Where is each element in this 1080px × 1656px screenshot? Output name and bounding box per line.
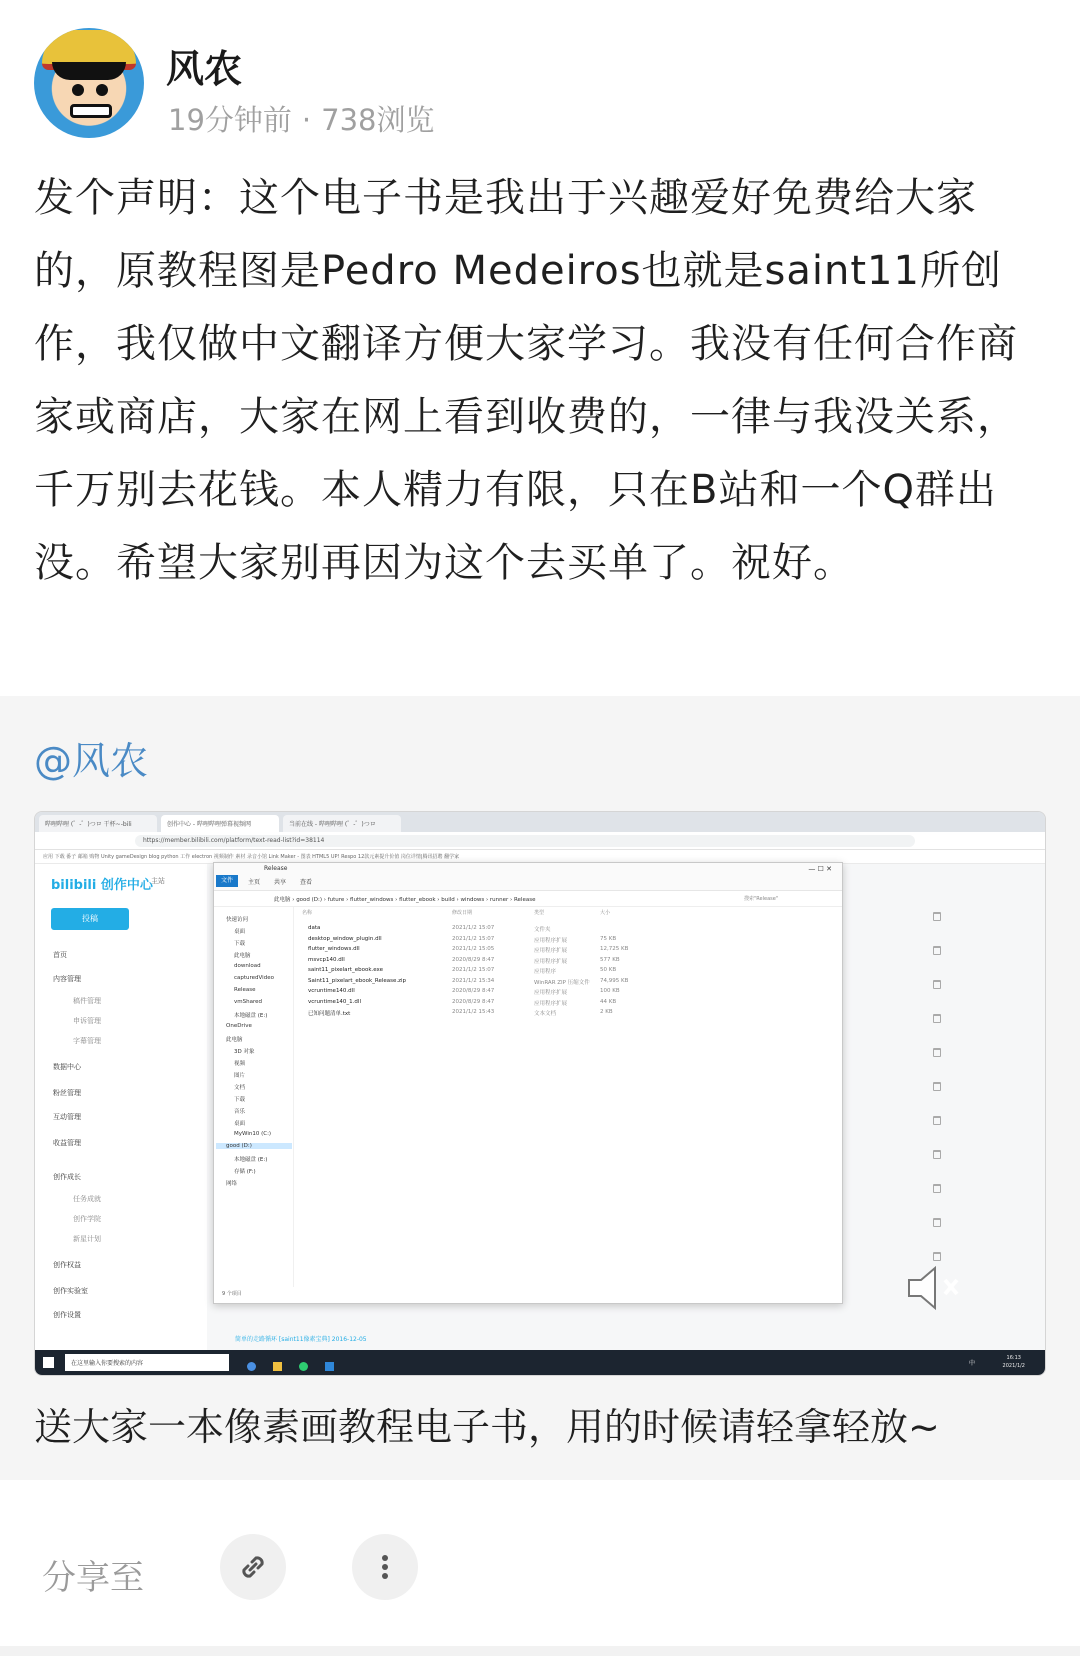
file-date: 2021/1/2 15:43 xyxy=(452,1009,495,1015)
ribbon-tab: 共享 xyxy=(274,879,287,886)
file-size: 50 KB xyxy=(600,967,617,973)
file-type: 应用程序扩展 xyxy=(534,958,568,965)
sidebar-item: 创作权益 xyxy=(53,1261,81,1269)
file-type: 文件夹 xyxy=(534,927,551,933)
post-body: 发个声明：这个电子书是我出于兴趣爱好免费给大家的，原教程图是Pedro Medeiros也就是saint11所创作，我仅做中文翻译方便大家学习。我没有任何合作商家或商店，大家在网上看到收费的，一律与我没关系，千万别去花钱。本人精力有限，只在B站和一个Q群出没。希望大家别再因为这个去买单了。祝好。 xyxy=(34,175,1018,586)
file-date: 2021/1/2 15:07 xyxy=(452,935,495,942)
bottom-divider xyxy=(0,1646,1080,1656)
nav-tree-item: 文档 xyxy=(234,1085,246,1091)
file-row xyxy=(300,988,640,998)
sidebar-item: 创作实验室 xyxy=(53,1287,88,1295)
sidebar-subitem: 字幕管理 xyxy=(73,1037,101,1045)
nav-tree-item: MyWin10 (C:) xyxy=(234,1131,272,1137)
column-header: 大小 xyxy=(600,910,611,916)
file-date: 2021/1/2 15:07 xyxy=(452,967,495,973)
file-name: data xyxy=(308,925,321,931)
nav-tree-item: good (D:) xyxy=(216,1143,292,1149)
share-label: 分享至 xyxy=(42,1558,144,1598)
copy-link-button[interactable] xyxy=(220,1534,286,1600)
browser-address-bar xyxy=(35,832,1045,850)
file-explorer-window xyxy=(213,862,843,1304)
nav-tree-item: 桌面 xyxy=(234,1121,246,1127)
nav-tree-item: vmShared xyxy=(234,999,262,1005)
trash-icon xyxy=(933,1252,941,1261)
sidebar-item: 创作设置 xyxy=(53,1311,81,1319)
clock-time: 16:13 xyxy=(1006,1355,1021,1361)
sidebar-subitem: 创作学院 xyxy=(73,1215,101,1223)
sidebar-subitem: 稿件管理 xyxy=(73,997,101,1005)
trash-icon xyxy=(933,1048,941,1057)
file-date: 2021/1/2 15:05 xyxy=(452,946,495,952)
view-count: 738浏览 xyxy=(321,103,435,137)
ribbon-tab: 查看 xyxy=(300,879,313,886)
trash-icon xyxy=(933,1184,941,1193)
explorer-nav-tree xyxy=(214,907,294,1287)
eye xyxy=(72,84,84,96)
url-field: https://member.bilibili.com/platform/text-read-list?id=38114 xyxy=(135,835,915,847)
file-row xyxy=(300,936,640,946)
article-list-item: 简单的走路循环 [saint11像素宝典] 2016-12-05 xyxy=(235,1336,367,1343)
nav-tree-item: 音乐 xyxy=(234,1109,246,1115)
eye xyxy=(96,84,108,96)
file-name: 已知问题清单.txt xyxy=(308,1011,351,1017)
home-link: 主站 xyxy=(151,877,165,885)
file-size: 2 KB xyxy=(600,1009,613,1015)
nav-tree-item: 存储 (F:) xyxy=(234,1169,256,1175)
nav-tree-item: 图片 xyxy=(234,1073,246,1079)
bookmarks-bar: 应用 下载 番子 邮箱 购物 Unity gameDesign blog python 工作 electron 视频制作 素材 录音小馆 Link Maker - 图表 HTML5 UP! Respo 12款元素提升价值 岗位详情|腾讯招聘 翻学家 xyxy=(35,850,1045,864)
bilibili-creator-page xyxy=(35,864,1045,1352)
trash-icon xyxy=(933,912,941,921)
meta-separator: · xyxy=(301,103,312,137)
file-name: vcruntime140_1.dll xyxy=(308,998,361,1005)
sidebar-subitem: 任务成就 xyxy=(73,1195,101,1203)
file-row xyxy=(300,999,640,1009)
window-title: Release xyxy=(264,865,288,872)
chrome-icon xyxy=(247,1362,256,1371)
file-row xyxy=(300,925,640,935)
trash-icon xyxy=(933,980,941,989)
sidebar-item: 数据中心 xyxy=(53,1063,81,1071)
file-type: 应用程序扩展 xyxy=(534,937,568,944)
avatar[interactable] xyxy=(34,28,144,138)
file-name: vcruntime140.dll xyxy=(308,988,355,994)
ribbon-tab: 文件 xyxy=(216,875,238,887)
file-type: 应用程序 xyxy=(534,969,557,975)
file-date: 2021/1/2 15:34 xyxy=(452,977,495,984)
file-date: 2020/8/29 8:47 xyxy=(452,988,495,994)
nav-tree-item: 桌面 xyxy=(234,929,246,935)
file-size: 74,995 KB xyxy=(600,977,629,984)
nav-tree-item: 快速访问 xyxy=(226,917,249,923)
file-type: 文本文档 xyxy=(534,1011,557,1017)
link-icon xyxy=(238,1552,268,1582)
nav-tree-item: 网络 xyxy=(226,1181,238,1187)
window-controls: — ☐ ✕ xyxy=(808,865,832,873)
file-row xyxy=(300,978,640,988)
sidebar-item: 互动管理 xyxy=(53,1113,81,1121)
more-vertical-icon xyxy=(370,1552,400,1582)
upload-button: 投稿 xyxy=(51,908,129,930)
explorer-status: 9 个项目 xyxy=(222,1291,242,1297)
post-header xyxy=(34,28,1034,140)
file-name: desktop_window_plugin.dll xyxy=(308,935,382,942)
more-button[interactable] xyxy=(352,1534,418,1600)
hair xyxy=(52,62,126,80)
file-type: 应用程序扩展 xyxy=(534,1000,568,1007)
file-size: 100 KB xyxy=(600,988,620,994)
taskbar-clock xyxy=(1003,1354,1025,1370)
file-name: Saint11_pixelart_ebook_Release.zip xyxy=(308,977,407,984)
windows-taskbar xyxy=(35,1350,1045,1375)
sidebar-item: 首页 xyxy=(53,951,67,959)
taskbar-app-icons xyxy=(247,1356,427,1369)
nav-tree-item: 本地磁盘 (E:) xyxy=(234,1013,268,1019)
file-name: flutter_windows.dll xyxy=(308,946,360,952)
sidebar-item: 创作成长 xyxy=(53,1173,81,1181)
nav-tree-item: 此电脑 xyxy=(234,953,251,959)
mouth xyxy=(70,104,112,118)
explorer-search: 搜索"Release" xyxy=(744,896,779,902)
explorer-path: 此电脑 › good (D:) › future › flutter_windows › flutter_ebook › build › windows › runner › Release xyxy=(214,891,842,907)
file-size: 12,725 KB xyxy=(600,946,629,952)
nav-tree-item: Release xyxy=(234,987,256,993)
trash-icon xyxy=(933,1014,941,1023)
windows-start-icon xyxy=(43,1357,54,1368)
mute-icon[interactable] xyxy=(903,1264,963,1312)
trash-icon xyxy=(933,1082,941,1091)
repost-caption: 送大家一本像素画教程电子书，用的时候请轻拿轻放~ xyxy=(34,1405,940,1449)
nav-tree-item: 本地磁盘 (E:) xyxy=(234,1157,268,1163)
app-icon xyxy=(299,1362,308,1371)
trash-icon xyxy=(933,1116,941,1125)
trash-icon xyxy=(933,1150,941,1159)
nav-tree-item: 3D 对象 xyxy=(234,1049,255,1055)
browser-tabbar xyxy=(35,812,1045,832)
file-date: 2020/8/29 8:47 xyxy=(452,998,495,1005)
browser-tab: 创作中心 - 哔哩哔哩弹幕视频网 xyxy=(161,815,279,832)
vscode-icon xyxy=(325,1362,334,1371)
clock-date: 2021/1/2 xyxy=(1002,1363,1025,1369)
file-type: 应用程序扩展 xyxy=(534,990,568,996)
ribbon-tab: 主页 xyxy=(248,879,261,886)
file-type: WinRAR ZIP 压缩文件 xyxy=(534,979,590,986)
file-row xyxy=(300,967,640,977)
creator-sidebar xyxy=(35,864,207,1352)
file-type: 应用程序扩展 xyxy=(534,948,568,954)
column-header: 名称 xyxy=(302,910,313,916)
nav-tree-item: 此电脑 xyxy=(226,1037,243,1043)
sidebar-item: 收益管理 xyxy=(53,1139,81,1147)
nav-tree-item: capturedVideo xyxy=(234,975,274,981)
username[interactable]: 风农 xyxy=(166,47,243,91)
trash-icon xyxy=(933,1218,941,1227)
folder-icon xyxy=(273,1362,282,1371)
repost-card[interactable] xyxy=(0,696,1080,1480)
bilibili-logo: bilibili 创作中心 xyxy=(51,878,153,893)
nav-tree-item: 下载 xyxy=(234,941,246,947)
browser-tab: 当前在线 - 哔哩哔哩 (゜-゜)つロ xyxy=(283,815,401,832)
file-name: msvcp140.dll xyxy=(308,956,345,963)
browser-tab: 哔哩哔哩 (゜-゜)つロ 干杯~-bili xyxy=(39,815,157,832)
file-row xyxy=(300,1009,640,1019)
nav-tree-item: 视频 xyxy=(234,1061,246,1067)
nav-tree-item: OneDrive xyxy=(226,1023,252,1029)
file-date: 2021/1/2 15:07 xyxy=(452,925,495,931)
ime-indicator: 中 xyxy=(968,1360,975,1367)
share-bar xyxy=(0,1480,1080,1656)
file-size: 577 KB xyxy=(600,956,620,963)
column-header: 类型 xyxy=(534,910,545,916)
repost-screenshot[interactable] xyxy=(34,811,1046,1376)
file-size: 75 KB xyxy=(600,935,617,942)
file-date: 2020/8/29 8:47 xyxy=(452,956,495,963)
mention-link[interactable]: @风农 xyxy=(34,739,149,783)
column-header: 修改日期 xyxy=(452,910,473,916)
sidebar-item: 粉丝管理 xyxy=(53,1089,81,1097)
trash-icon xyxy=(933,946,941,955)
file-row xyxy=(300,957,640,967)
file-name: saint11_pixelart_ebook.exe xyxy=(308,967,384,973)
sidebar-subitem: 申诉管理 xyxy=(73,1017,101,1025)
file-size: 44 KB xyxy=(600,998,617,1005)
taskbar-search: 在这里输入你要搜索的内容 xyxy=(65,1354,229,1371)
sidebar-subitem: 新星计划 xyxy=(73,1235,101,1243)
file-row xyxy=(300,946,640,956)
sidebar-item: 内容管理 xyxy=(53,975,81,983)
post-meta xyxy=(168,98,434,139)
explorer-ribbon xyxy=(214,863,842,891)
nav-tree-item: 下载 xyxy=(234,1097,246,1103)
nav-tree-item: download xyxy=(234,963,261,969)
post-time: 19分钟前 xyxy=(168,103,292,137)
